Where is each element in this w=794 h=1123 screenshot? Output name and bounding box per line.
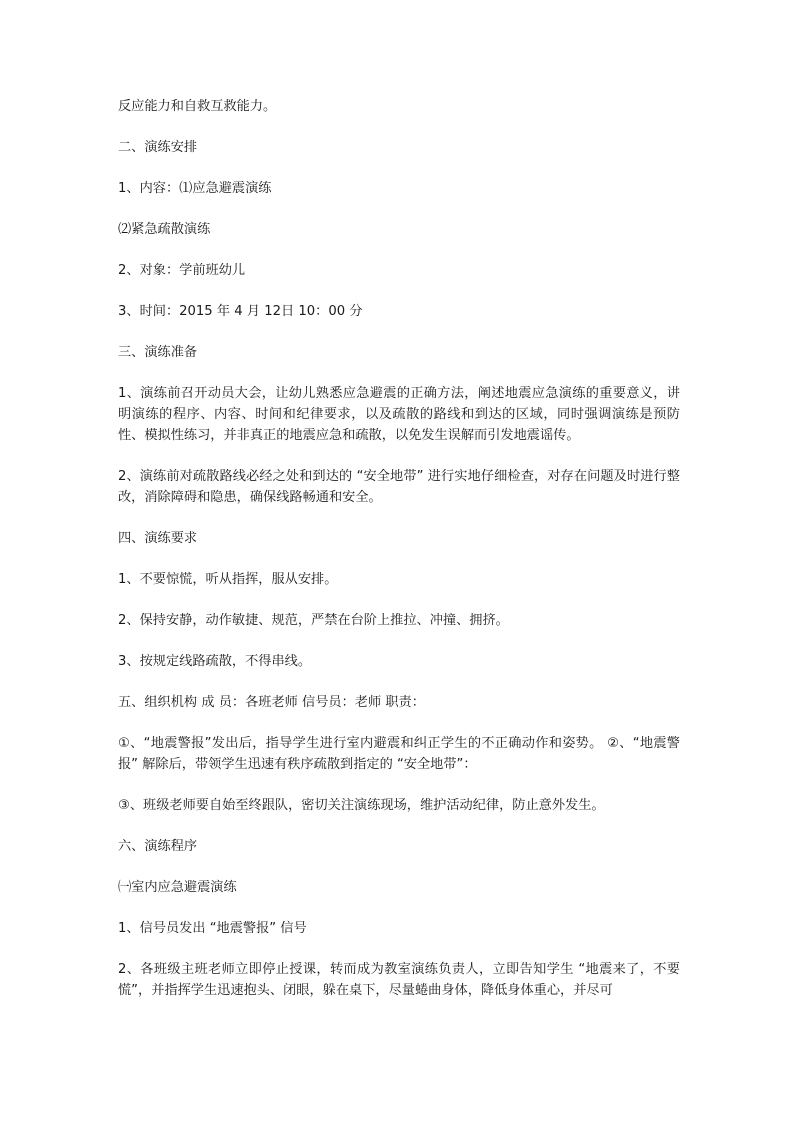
- section-heading: 四、演练要求: [118, 531, 198, 546]
- paragraph: 1、演练前召开动员大会，让幼儿熟悉应急避震的正确方法，阐述地震应急演练的重要意义，讲明演练的程序、内容、时间和纪律要求，以及疏散的路线和到达的区域，同时强调演练是预防性、模拟性练习，并非真正的地震应急和疏散，以免发生误解而引发地震谣传。: [118, 386, 680, 443]
- section-heading: 六、演练程序: [118, 839, 198, 854]
- paragraph: ③、班级老师要自始至终跟队，密切关注演练现场，维护活动纪律，防止意外发生。: [118, 798, 605, 813]
- paragraph: 2、演练前对疏散路线必经之处和到达的 “安全地带” 进行实地仔细检查，对存在问题及时进行整改，消除障碍和隐患，确保线路畅通和安全。: [118, 469, 680, 505]
- paragraph: 1、内容：⑴应急避震演练: [118, 181, 272, 196]
- paragraph: 3、按规定线路疏散，不得串线。: [118, 654, 312, 669]
- paragraph: 反应能力和自救互救能力。: [118, 99, 277, 114]
- document-page: [118, 96, 680, 1021]
- section-heading: 三、演练准备: [118, 345, 198, 360]
- paragraph: 3、时间：2015 年 4 月 12日 10：00 分: [118, 304, 363, 319]
- paragraph: 2、各班级主班老师立即停止授课，转而成为教室演练负责人，立即告知学生 “地震来了，不要慌”，并指挥学生迅速抱头、闭眼，躲在桌下，尽量蜷曲身体，降低身体重心，并尽可: [118, 962, 680, 998]
- paragraph: 2、对象：学前班幼儿: [118, 263, 246, 278]
- paragraph: ①、“地震警报”发出后，指导学生进行室内避震和纠正学生的不正确动作和姿势。 ②、“地震警报” 解除后，带领学生迅速有秩序疏散到指定的 “安全地带”：: [118, 736, 680, 772]
- paragraph: ⑵紧急疏散演练: [118, 222, 211, 237]
- paragraph: 1、不要惊慌，听从指挥，服从安排。: [118, 572, 338, 587]
- section-heading: 五、组织机构 成 员：各班老师 信号员：老师 职责：: [118, 695, 425, 710]
- section-heading: 二、演练安排: [118, 140, 198, 155]
- paragraph: 2、保持安静，动作敏捷、规范，严禁在台阶上推拉、冲撞、拥挤。: [118, 613, 509, 628]
- paragraph: 1、信号员发出 “地震警报” 信号: [118, 921, 307, 936]
- subsection-heading: ㈠室内应急避震演练: [118, 880, 237, 895]
